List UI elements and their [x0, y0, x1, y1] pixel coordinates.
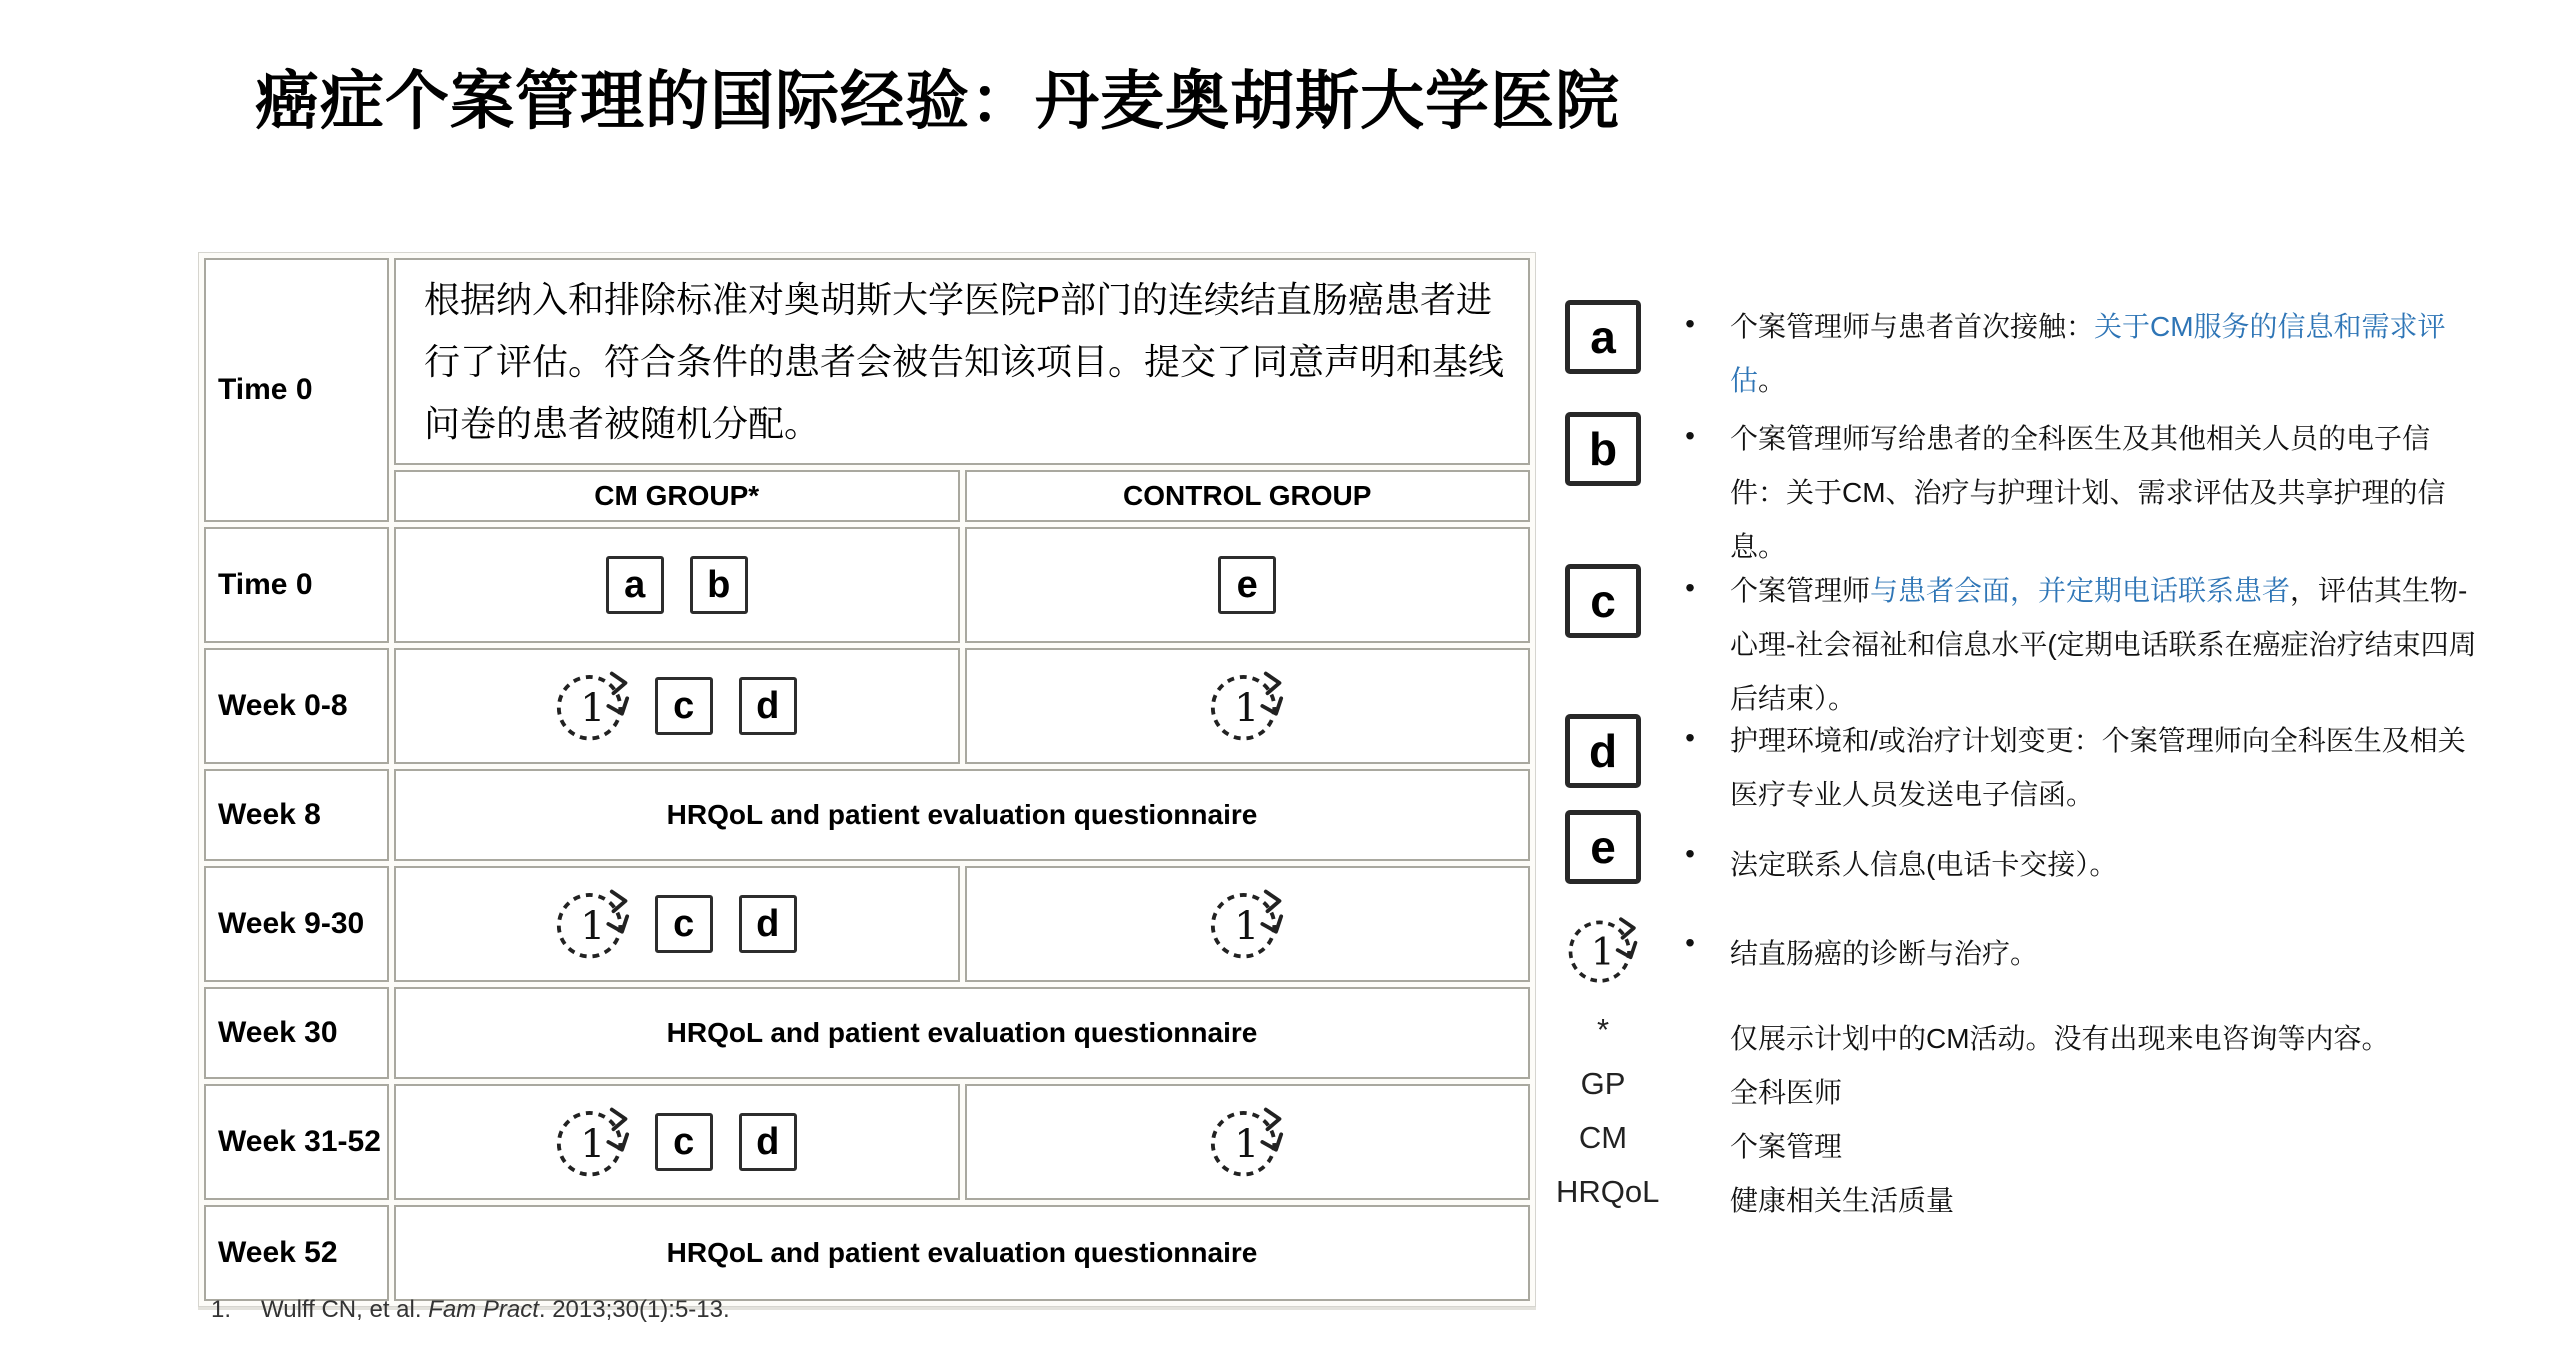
legend-item-hrqol: [1556, 1174, 2496, 1228]
row-label-week31-52: Week 31-52: [204, 1084, 389, 1200]
cell-week9-30-control: [965, 866, 1531, 982]
symbol-d-box: d: [739, 895, 797, 953]
cell-time0-cm: [394, 527, 960, 643]
bullet: •: [1685, 927, 1695, 958]
cell-week31-52-cm: [394, 1084, 960, 1200]
cell-week9-30-cm: [394, 866, 960, 982]
bullet: •: [1685, 572, 1695, 603]
legend-text-c: 个案管理师与患者会面，并定期电话联系患者，评估其生物-心理-社会福祉和信息水平(定期电话联系在癌症治疗结束四周后结束）。: [1730, 575, 2477, 714]
legend-text-cm: 个案管理: [1730, 1131, 1843, 1162]
legend-item-asterisk: [1556, 1012, 2496, 1066]
svg-text:1: 1: [1590, 929, 1615, 974]
control-group-header: CONTROL GROUP: [965, 470, 1531, 522]
footnote-citation: Wulff CN, et al. Fam Pract. 2013;30(1):5-13.: [261, 1296, 730, 1323]
row-label-week8: Week 8: [204, 769, 389, 861]
gp-abbreviation: GP: [1580, 1066, 1626, 1101]
legend-symbol-a: a: [1590, 311, 1616, 363]
symbol-e-box: e: [1218, 556, 1276, 614]
svg-text:1: 1: [1234, 1122, 1260, 1168]
hrqol-row-week52: HRQoL and patient evaluation questionnaire: [394, 1205, 1530, 1301]
legend-item-c: [1556, 564, 2496, 726]
bullet-spacer: [1650, 1174, 1730, 1182]
bullet: •: [1685, 838, 1695, 869]
legend-item-b: [1556, 412, 2496, 574]
legend-item-cycle: [1556, 905, 2496, 995]
legend-item-cm: [1556, 1120, 2496, 1174]
study-description-cell: 根据纳入和排除标准对奥胡斯大学医院P部门的连续结直肠癌患者进行了评估。符合条件的患者会被告知该项目。提交了同意声明和基线问卷的患者被随机分配。: [394, 258, 1530, 465]
cm-abbreviation: CM: [1578, 1120, 1628, 1155]
hrqol-abbreviation: HRQoL: [1556, 1174, 1660, 1209]
cell-week0-8-cm: [394, 648, 960, 764]
row-label-time0: Time 0: [204, 527, 389, 643]
cm-group-header: CM GROUP*: [394, 470, 960, 522]
hrqol-row-week8: HRQoL and patient evaluation questionnaire: [394, 769, 1530, 861]
treatment-cycle-icon: [552, 883, 634, 965]
legend-symbol-e-box: [1565, 810, 1641, 884]
study-design-table: [198, 252, 1536, 1307]
svg-text:1: 1: [579, 686, 605, 732]
legend-text-b: 个案管理师写给患者的全科医生及其他相关人员的电子信件：关于CM、治疗与护理计划、需求评估及共享护理的信息。: [1730, 423, 2446, 562]
legend-text-cycle: 结直肠癌的诊断与治疗。: [1730, 938, 2039, 969]
legend-item-a: [1556, 300, 2496, 408]
reference-footnote: [211, 1296, 730, 1324]
legend-symbol-c: c: [1590, 575, 1616, 627]
svg-text:1: 1: [579, 904, 605, 950]
legend-text-asterisk: 仅展示计划中的CM活动。没有出现来电咨询等内容。: [1730, 1023, 2390, 1054]
legend-item-gp: [1556, 1066, 2496, 1120]
legend-symbol-c-box: [1565, 564, 1641, 638]
symbol-c-box: c: [655, 677, 713, 735]
symbol-d-box: d: [739, 677, 797, 735]
bullet: •: [1685, 420, 1695, 451]
legend-text-e: 法定联系人信息(电话卡交接）。: [1730, 849, 2118, 880]
legend-symbol-d-box: [1565, 714, 1641, 788]
treatment-cycle-icon: [1206, 1101, 1288, 1183]
treatment-cycle-icon: [1564, 905, 1642, 995]
legend-symbol-e: e: [1590, 821, 1616, 873]
legend-text-hrqol: 健康相关生活质量: [1730, 1185, 1955, 1216]
row-label-week9-30: Week 9-30: [204, 866, 389, 982]
legend-symbol-a-box: [1565, 300, 1641, 374]
treatment-cycle-icon: [552, 1101, 634, 1183]
cell-week31-52-control: [965, 1084, 1531, 1200]
treatment-cycle-icon: [1206, 665, 1288, 747]
bullet-spacer: [1650, 1012, 1730, 1020]
legend-text-a: 个案管理师与患者首次接触：关于CM服务的信息和需求评估。: [1730, 311, 2446, 396]
svg-text:1: 1: [1234, 686, 1260, 732]
legend-text-d: 护理环境和/或治疗计划变更：个案管理师向全科医生及相关医疗专业人员发送电子信函。: [1730, 725, 2466, 810]
symbol-d-box: d: [739, 1113, 797, 1171]
bullet-spacer: [1650, 1120, 1730, 1128]
svg-text:1: 1: [579, 1122, 605, 1168]
row-label-week52: Week 52: [204, 1205, 389, 1301]
bullet: •: [1685, 308, 1695, 339]
treatment-cycle-icon: [1206, 883, 1288, 965]
legend-symbol-b-box: [1565, 412, 1641, 486]
page-title: 癌症个案管理的国际经验：丹麦奥胡斯大学医院: [255, 65, 1620, 137]
footnote-number: 1.: [211, 1296, 232, 1323]
cell-time0-control: [965, 527, 1531, 643]
legend-text-gp: 全科医师: [1730, 1077, 1843, 1108]
symbol-b-box: b: [690, 556, 748, 614]
cell-week0-8-control: [965, 648, 1531, 764]
svg-text:1: 1: [1234, 904, 1260, 950]
legend-symbol-d: d: [1588, 725, 1618, 777]
legend-symbol-b: b: [1588, 423, 1618, 475]
legend-item-d: [1556, 714, 2496, 822]
row-label-week30: Week 30: [204, 987, 389, 1079]
row-label-time0-description: Time 0: [204, 258, 389, 522]
legend-item-e: [1556, 810, 2496, 892]
treatment-cycle-icon: [552, 665, 634, 747]
bullet-spacer: [1650, 1066, 1730, 1074]
symbol-a-box: a: [606, 556, 664, 614]
symbol-c-box: c: [655, 1113, 713, 1171]
row-label-week0-8: Week 0-8: [204, 648, 389, 764]
hrqol-row-week30: HRQoL and patient evaluation questionnaire: [394, 987, 1530, 1079]
bullet: •: [1685, 722, 1695, 753]
symbol-c-box: c: [655, 895, 713, 953]
asterisk-symbol: *: [1596, 1012, 1610, 1047]
